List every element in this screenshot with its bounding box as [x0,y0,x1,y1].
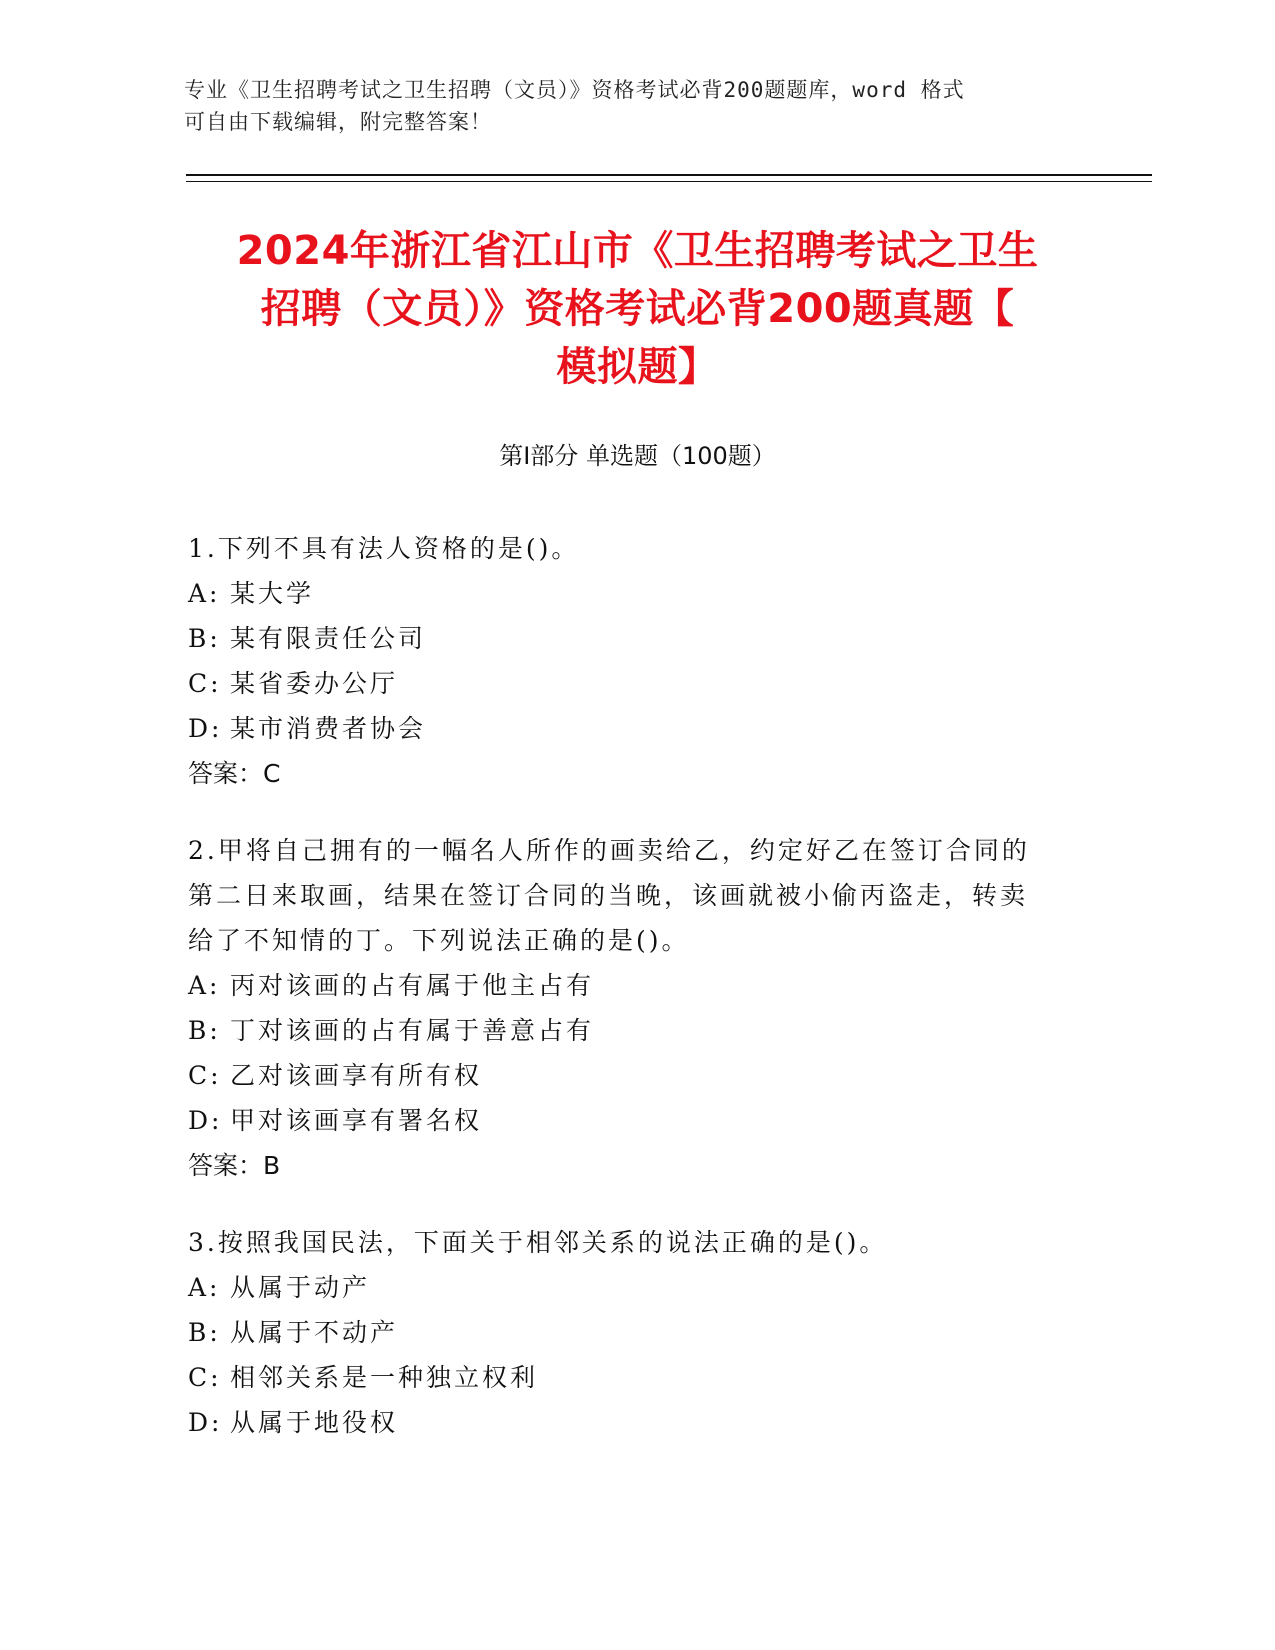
option-letter: C: [188,1061,222,1090]
option-letter: B: [188,624,221,653]
intro-line-1: 专业《卫生招聘考试之卫生招聘（文员）》资格考试必背200题题库，word 格式 [184,78,965,102]
title-line-3: 模拟题】 [556,344,719,390]
option-d [188,706,1068,751]
option-a [188,963,1068,1008]
option-letter: A: [188,579,221,608]
option-text: 相邻关系是一种独立权利 [230,1363,539,1392]
question-3 [188,1220,1068,1445]
option-c [188,1355,1068,1400]
option-b [188,616,1068,661]
question-list [188,526,1068,1477]
section-heading: 第Ⅰ部分 单选题（100题） [499,442,776,470]
option-d [188,1400,1068,1445]
question-stem-line: 1.下列不具有法人资格的是()。 [188,534,580,563]
intro-text [184,74,1064,138]
question-stem-line: 2.甲将自己拥有的一幅名人所作的画卖给乙，约定好乙在签订合同的 [188,836,1030,865]
option-c [188,1053,1068,1098]
title-line-1: 2024年浙江省江山市《卫生招聘考试之卫生 [236,228,1039,274]
title-line-2: 招聘（文员）》资格考试必背200题真题【 [260,286,1015,332]
option-letter: D: [188,1106,223,1135]
option-a [188,571,1068,616]
intro-line-2: 可自由下载编辑，附完整答案！ [184,110,492,134]
option-b [188,1008,1068,1053]
answer-line: 答案：C [188,759,281,788]
option-text: 某市消费者协会 [230,714,427,743]
option-letter: B: [188,1016,221,1045]
option-letter: A: [188,971,221,1000]
answer-line: 答案：B [188,1151,281,1180]
option-text: 从属于地役权 [230,1408,399,1437]
option-text: 乙对该画享有所有权 [230,1061,483,1090]
option-text: 从属于动产 [230,1273,371,1302]
option-letter: B: [188,1318,221,1347]
question-1 [188,526,1068,796]
option-letter: C: [188,669,222,698]
question-stem-line: 给了不知情的丁。下列说法正确的是()。 [188,926,690,955]
option-letter: D: [188,714,223,743]
header-rule-thin [186,181,1152,182]
option-text: 从属于不动产 [230,1318,399,1347]
option-letter: A: [188,1273,221,1302]
option-letter: D: [188,1408,223,1437]
option-a [188,1265,1068,1310]
option-text: 某大学 [230,579,315,608]
question-2 [188,828,1068,1188]
option-text: 丁对该画的占有属于善意占有 [230,1016,595,1045]
document-title [170,222,1105,396]
question-stem-line: 3.按照我国民法，下面关于相邻关系的说法正确的是()。 [188,1228,888,1257]
question-stem-line: 第二日来取画，结果在签订合同的当晚，该画就被小偷丙盗走，转卖 [188,881,1029,910]
header-rule-thick [186,174,1152,176]
option-d [188,1098,1068,1143]
option-c [188,661,1068,706]
option-b [188,1310,1068,1355]
option-text: 某有限责任公司 [230,624,427,653]
option-text: 甲对该画享有署名权 [230,1106,483,1135]
option-text: 丙对该画的占有属于他主占有 [230,971,595,1000]
option-text: 某省委办公厅 [230,669,399,698]
option-letter: C: [188,1363,222,1392]
